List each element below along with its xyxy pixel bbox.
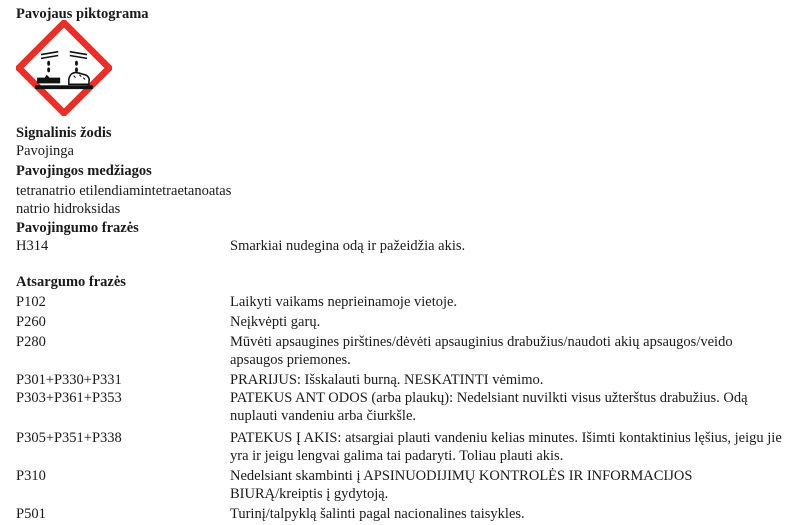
precaution-text: Nedelsiant skambinti į APSINUODIJIMŲ KONTROLĖS IR INFORMACIJOS BIURĄ/kreiptis į gydytoją. xyxy=(230,468,693,502)
hazard-statements-heading: Pavojingumo frazės xyxy=(16,220,139,236)
precaution-text: Neįkvėpti garų. xyxy=(230,314,321,330)
precaution-code: P280 xyxy=(16,334,46,350)
substance-item: natrio hidroksidas xyxy=(16,201,121,217)
precaution-text: PATEKUS ANT ODOS (arba plaukų): Nedelsiant nuvilkti visus užterštus drabužius. Odą nuplauti vandeniu arba čiurkšle. xyxy=(230,390,748,424)
precaution-text: Mūvėti apsaugines pirštines/dėvėti apsauginius drabužius/naudoti akių apsaugos/veido apsaugos priemones. xyxy=(230,334,733,368)
precaution-text: PRARIJUS: Išskalauti burną. NESKATINTI vėmimo. xyxy=(230,372,544,388)
precautionary-statements-heading: Atsargumo frazės xyxy=(16,274,126,290)
hazard-code: H314 xyxy=(16,238,49,254)
substances-heading: Pavojingos medžiagos xyxy=(16,163,152,179)
precaution-code: P102 xyxy=(16,294,46,310)
precaution-code: P260 xyxy=(16,314,46,330)
pictogram-heading: Pavojaus piktograma xyxy=(16,6,149,22)
corrosion-pictogram-icon xyxy=(16,20,112,116)
precaution-code: P301+P330+P331 xyxy=(16,372,122,388)
precaution-text: PATEKUS Į AKIS: atsargiai plauti vandeniu kelias minutes. Išimti kontaktinius lęšius, jeigu jie yra ir jeigu lengvai galima tai padaryti. Toliau plauti akis. xyxy=(230,430,782,464)
signal-word-value: Pavojinga xyxy=(16,143,74,159)
precaution-text: Laikyti vaikams neprieinamoje vietoje. xyxy=(230,294,458,310)
precaution-code: P303+P361+P353 xyxy=(16,390,122,406)
precaution-code: P310 xyxy=(16,468,46,484)
precaution-code: P305+P351+P338 xyxy=(16,430,122,446)
signal-word-heading: Signalinis žodis xyxy=(16,125,112,141)
substance-item: tetranatrio etilendiamintetraetanoatas xyxy=(16,183,232,199)
precaution-code: P501 xyxy=(16,506,46,522)
precaution-text: Turinį/talpyklą šalinti pagal nacionalines taisykles. xyxy=(230,506,525,522)
hazard-text: Smarkiai nudegina odą ir pažeidžia akis. xyxy=(230,238,466,254)
